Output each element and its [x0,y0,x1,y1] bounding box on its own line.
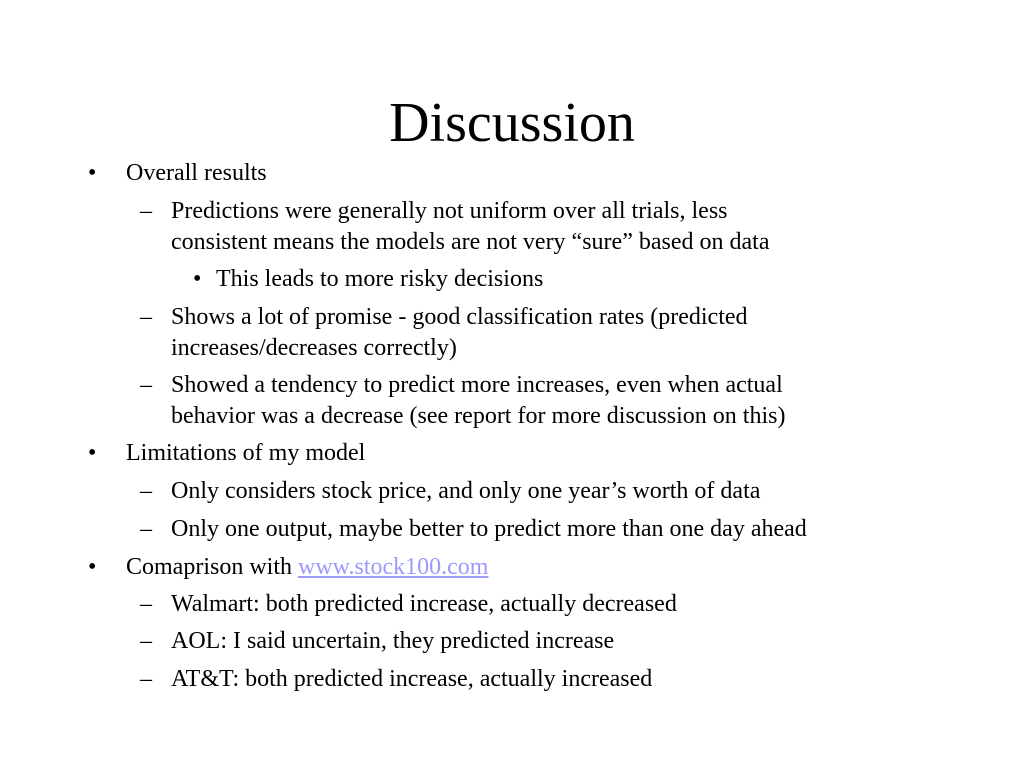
level1-bullet: • [88,160,97,186]
level2-dash: – [140,372,152,398]
item-text: Showed a tendency to predict more increases, even when actual [171,372,783,398]
item-text: Walmart: both predicted increase, actually decreased [171,591,677,617]
level3-bullet: • [193,266,202,292]
level1-bullet: • [88,554,97,580]
section-heading-wrap [126,552,488,583]
item-text: This leads to more risky decisions [216,266,544,292]
item-text: Shows a lot of promise - good classification rates (predicted [171,304,748,330]
item-text: consistent means the models are not very “sure” based on data [171,229,770,255]
level2-dash: – [140,516,152,542]
level1-bullet: • [88,440,97,466]
section-heading: Limitations of my model [126,440,366,466]
item-text: AT&T: both predicted increase, actually increased [171,666,653,692]
section-heading: Overall results [126,160,267,186]
level2-dash: – [140,628,152,654]
level2-dash: – [140,666,152,692]
level2-dash: – [140,198,152,224]
item-text: Only one output, maybe better to predict more than one day ahead [171,516,807,542]
stock100-link[interactable]: www.stock100.com [298,554,489,580]
item-text: increases/decreases correctly) [171,335,457,361]
level2-dash: – [140,478,152,504]
slide-title: Discussion [389,92,635,154]
level2-dash: – [140,591,152,617]
level2-dash: – [140,304,152,330]
item-text: Only considers stock price, and only one year’s worth of data [171,478,761,504]
section-heading: Comaprison with [126,554,298,580]
item-text: AOL: I said uncertain, they predicted increase [171,628,615,654]
item-text: Predictions were generally not uniform over all trials, less [171,198,728,224]
item-text: behavior was a decrease (see report for more discussion on this) [171,403,786,429]
